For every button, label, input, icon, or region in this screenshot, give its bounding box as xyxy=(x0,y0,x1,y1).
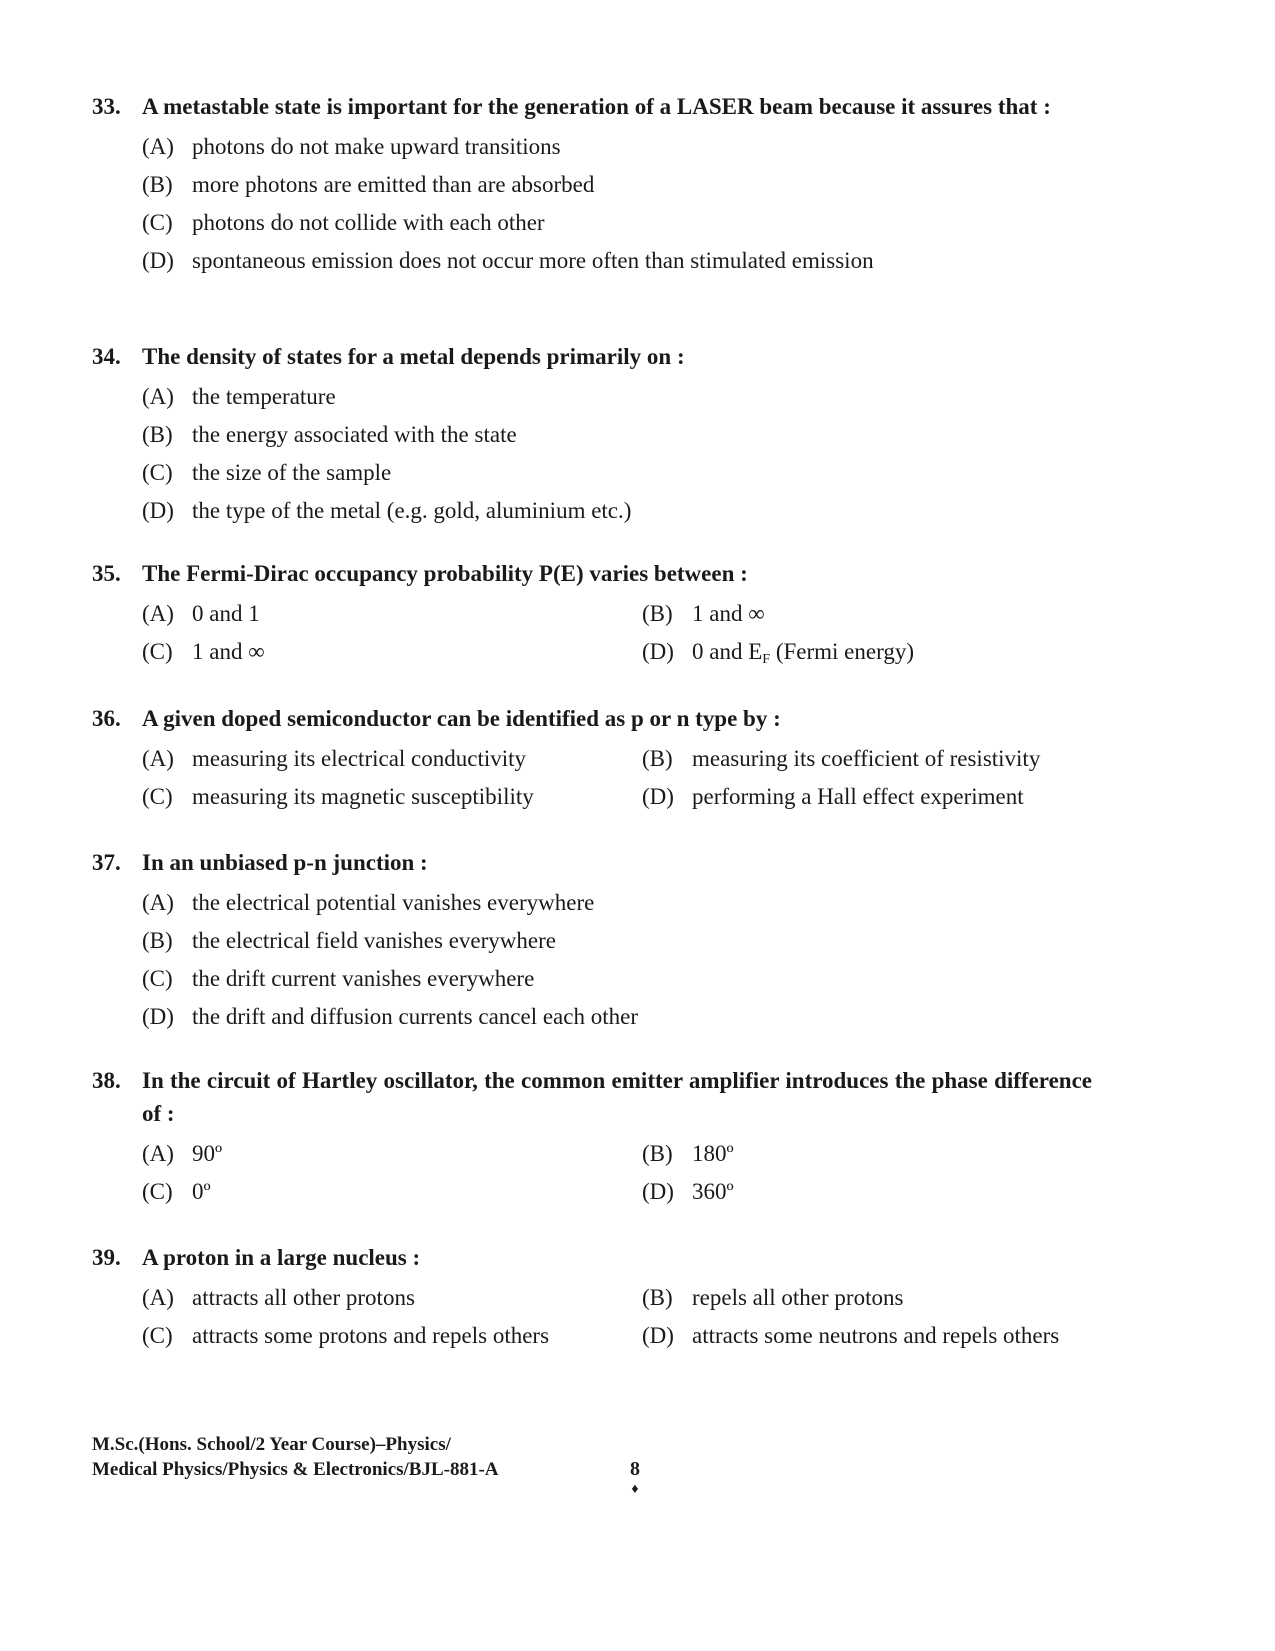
option-text: measuring its magnetic susceptibility xyxy=(192,784,534,809)
option-d xyxy=(642,633,1142,671)
option-text: the drift current vanishes everywhere xyxy=(192,966,535,991)
option-text: 90º xyxy=(192,1141,223,1166)
option-text: the electrical potential vanishes everywhere xyxy=(192,890,595,915)
option-a xyxy=(142,1135,642,1173)
option-c xyxy=(142,778,642,816)
question-stem xyxy=(92,1064,1092,1130)
option-label: (B) xyxy=(642,601,673,626)
option-label: (C) xyxy=(142,966,173,991)
option-d xyxy=(642,778,1142,816)
option-label: (A) xyxy=(142,384,174,409)
option-d xyxy=(642,1317,1142,1355)
question-text: In the circuit of Hartley oscillator, the common emitter amplifier introduces the phase difference of : xyxy=(142,1068,1092,1126)
footer-course-line: M.Sc.(Hons. School/2 Year Course)–Physics/ xyxy=(92,1434,451,1455)
option-a xyxy=(142,740,642,778)
option-label: (C) xyxy=(142,639,173,664)
option-label: (D) xyxy=(642,1323,674,1348)
page-footer xyxy=(92,1432,499,1482)
option-label: (C) xyxy=(142,460,173,485)
question-stem xyxy=(92,846,1092,879)
option-label: (A) xyxy=(142,1285,174,1310)
option-b xyxy=(142,416,1092,454)
option-d xyxy=(142,492,1092,530)
option-text: 0 and 1 xyxy=(192,601,260,626)
question-text: The density of states for a metal depends primarily on : xyxy=(142,344,685,369)
option-label: (C) xyxy=(142,784,173,809)
question-34 xyxy=(92,340,1092,530)
option-b xyxy=(142,166,1092,204)
option-text: attracts some protons and repels others xyxy=(192,1323,550,1348)
option-b xyxy=(642,1279,1142,1317)
option-label: (C) xyxy=(142,1323,173,1348)
option-label: (D) xyxy=(142,498,174,523)
option-d xyxy=(142,998,1092,1036)
option-text-main: 0 and E xyxy=(692,639,763,664)
option-c xyxy=(142,960,1092,998)
option-label: (D) xyxy=(642,1179,674,1204)
question-text: A metastable state is important for the generation of a LASER beam because it assures that : xyxy=(142,94,1051,119)
question-number: 35. xyxy=(92,561,121,586)
option-c xyxy=(142,1173,642,1211)
option-label: (D) xyxy=(142,1004,174,1029)
fermi-subscript: F xyxy=(762,652,771,667)
option-text: repels all other protons xyxy=(692,1285,904,1310)
option-label: (B) xyxy=(142,422,173,447)
question-stem xyxy=(92,340,1092,373)
question-35 xyxy=(92,557,1092,671)
option-label: (A) xyxy=(142,1141,174,1166)
option-list xyxy=(92,884,1092,1036)
option-label: (B) xyxy=(642,1141,673,1166)
option-text: the size of the sample xyxy=(192,460,392,485)
option-text: the drift and diffusion currents cancel each other xyxy=(192,1004,638,1029)
option-text: photons do not collide with each other xyxy=(192,210,545,235)
option-label: (A) xyxy=(142,890,174,915)
option-text: attracts some neutrons and repels others xyxy=(692,1323,1060,1348)
question-number: 36. xyxy=(92,706,121,731)
option-a xyxy=(142,884,1092,922)
option-list xyxy=(92,595,1092,671)
option-text: more photons are emitted than are absorbed xyxy=(192,172,595,197)
option-label: (D) xyxy=(142,248,174,273)
option-text: spontaneous emission does not occur more often than stimulated emission xyxy=(192,248,874,273)
option-text: measuring its electrical conductivity xyxy=(192,746,527,771)
page-number: 8 xyxy=(630,1458,640,1480)
question-number: 37. xyxy=(92,850,121,875)
option-a xyxy=(142,378,1092,416)
question-number: 39. xyxy=(92,1245,121,1270)
question-37 xyxy=(92,846,1092,1036)
option-list xyxy=(92,740,1092,816)
option-b xyxy=(642,595,1142,633)
option-b xyxy=(642,1135,1142,1173)
footer-code-line: Medical Physics/Physics & Electronics/BJL-881-A xyxy=(92,1459,499,1480)
option-d xyxy=(142,242,1092,280)
option-list xyxy=(92,1279,1092,1355)
option-text: 360º xyxy=(692,1179,734,1204)
option-a xyxy=(142,595,642,633)
option-text-suffix: (Fermi energy) xyxy=(770,639,914,664)
option-label: (B) xyxy=(142,928,173,953)
option-text: photons do not make upward transitions xyxy=(192,134,561,159)
option-c xyxy=(142,204,1092,242)
option-text: the energy associated with the state xyxy=(192,422,517,447)
option-c xyxy=(142,454,1092,492)
option-label: (A) xyxy=(142,601,174,626)
question-number: 34. xyxy=(92,344,121,369)
option-a xyxy=(142,128,1092,166)
question-text: In an unbiased p-n junction : xyxy=(142,850,428,875)
question-text: A proton in a large nucleus : xyxy=(142,1245,421,1270)
option-text: 1 and ∞ xyxy=(192,639,265,664)
option-text: measuring its coefficient of resistivity xyxy=(692,746,1041,771)
option-text: performing a Hall effect experiment xyxy=(692,784,1024,809)
option-text: 1 and ∞ xyxy=(692,601,765,626)
option-label: (A) xyxy=(142,746,174,771)
question-36 xyxy=(92,702,1092,816)
option-a xyxy=(142,1279,642,1317)
option-list xyxy=(92,1135,1092,1211)
option-c xyxy=(142,1317,642,1355)
question-stem xyxy=(92,90,1092,123)
option-text: 0º xyxy=(192,1179,211,1204)
option-label: (B) xyxy=(142,172,173,197)
question-39 xyxy=(92,1241,1092,1355)
diamond-icon: ♦ xyxy=(631,1482,639,1497)
option-label: (D) xyxy=(642,784,674,809)
question-33 xyxy=(92,90,1092,280)
question-number: 38. xyxy=(92,1068,121,1093)
option-label: (A) xyxy=(142,134,174,159)
option-label: (D) xyxy=(642,639,674,664)
question-stem xyxy=(92,557,1092,590)
question-text: The Fermi-Dirac occupancy probability P(E) varies between : xyxy=(142,561,748,586)
option-text: attracts all other protons xyxy=(192,1285,415,1310)
option-list xyxy=(92,378,1092,530)
option-b xyxy=(142,922,1092,960)
option-text: the temperature xyxy=(192,384,336,409)
question-stem xyxy=(92,1241,1092,1274)
question-stem xyxy=(92,702,1092,735)
question-text: A given doped semiconductor can be identified as p or n type by : xyxy=(142,706,781,731)
option-list xyxy=(92,128,1092,280)
option-text: 180º xyxy=(692,1141,734,1166)
option-label: (C) xyxy=(142,210,173,235)
option-text: the electrical field vanishes everywhere xyxy=(192,928,556,953)
option-text xyxy=(692,633,914,671)
option-d xyxy=(642,1173,1142,1211)
option-label: (B) xyxy=(642,1285,673,1310)
option-label: (B) xyxy=(642,746,673,771)
option-label: (C) xyxy=(142,1179,173,1204)
option-text: the type of the metal (e.g. gold, aluminium etc.) xyxy=(192,498,632,523)
question-38 xyxy=(92,1064,1092,1211)
option-b xyxy=(642,740,1142,778)
option-c xyxy=(142,633,642,671)
question-number: 33. xyxy=(92,94,121,119)
